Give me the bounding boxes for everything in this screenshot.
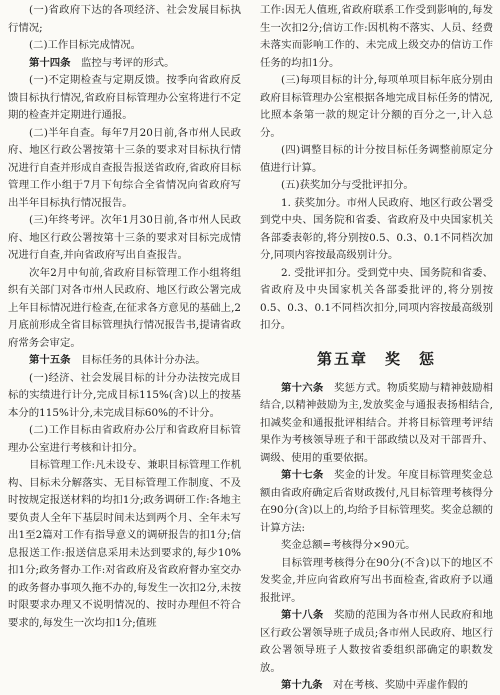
article-17 xyxy=(260,467,493,537)
paragraph: (三)每项目标的计分,每项单项目标年底分别由政府目标管理办公室根据各地完成目标任务的情况,比照本条第一款的规定计分额的百分之一,计入总分。 xyxy=(260,74,493,139)
paragraph: (三)年终考评。次年1月30日前,各市州人民政府、地区行政公署按第十三条的要求对目标完成情况进行自查,并向省政府写出自查报告。 xyxy=(8,214,241,261)
article-text: 监控与考评的形式。 xyxy=(70,56,175,69)
paragraph: 1. 获奖加分。市州人民政府、地区行政公署受到党中央、国务院和省委、省政府及中央国家机关各部委表彰的,将分别按0.5、0.3、0.1不同档次加分,同项内容按最高级别计分。 xyxy=(260,196,493,261)
article-18 xyxy=(260,607,493,677)
article-19 xyxy=(260,677,493,695)
paragraph: (一)不定期检查与定期反馈。按季向省政府反馈目标执行情况,省政府目标管理办公室将进行不定期的检查并定期进行通报。 xyxy=(8,74,241,121)
article-text: 奖金的计发。年度目标管理奖金总额由省政府确定后省财政拨付,凡目标管理考核得分在90分(含)以上的,均给予目标管理奖。奖金总额的计算方法: xyxy=(260,469,494,534)
article-text: 目标任务的具体计分办法。 xyxy=(70,354,206,366)
article-text: 奖惩方式。物质奖励与精神鼓励相结合,以精神鼓励为主,发放奖金与通报表扬相结合,扣减奖金和通报批评相结合。并将目标管理考评结果作为考核领导班子和干部政绩以及对干部晋升、调级、使用的重要依据。 xyxy=(260,381,494,464)
paragraph: (四)调整目标的计分按目标任务调整前原定分值进行计算。 xyxy=(260,144,493,174)
article-number: 第十八条 xyxy=(281,609,324,621)
article-14 xyxy=(8,55,241,73)
article-text: 对在考核、奖励中弄虚作假的 xyxy=(322,679,469,691)
right-column xyxy=(260,2,493,695)
article-number: 第十九条 xyxy=(281,679,323,691)
paragraph-continued: 工作:因无人值班,省政府联系工作受到影响的,每发生一次扣2分;信访工作:因机构不落实、人员、经费未落实而影响工作的、未完成上级交办的信访工作任务的均扣1分。 xyxy=(260,4,493,69)
paragraph: (二)半年自查。每年7月20日前,各市州人民政府、地区行政公署按第十三条的要求对目标执行情况进行自查并形成自查报告报送省政府,省政府目标管理工作小组于7月下旬综合全省情况向省政府写出半年目标执行情况报告。 xyxy=(8,126,241,209)
paragraph: (一)经济、社会发展目标的计分办法按完成目标的实绩进行计分,完成目标115%(含)以上的按基本分的115%计分,未完成目标60%的不计分。 xyxy=(8,371,241,419)
article-number: 第十六条 xyxy=(281,381,324,394)
article-number: 第十四条 xyxy=(29,56,71,69)
paragraph: 目标管理考核得分在90分(不含)以下的地区不发奖金,并应向省政府写出书面检查,省政府予以通报批评。 xyxy=(260,556,493,604)
article-number: 第十七条 xyxy=(281,469,324,481)
paragraph: (二)工作目标完成情况。 xyxy=(29,39,142,51)
paragraph: (一)省政府下达的各项经济、社会发展目标执行情况; xyxy=(8,4,241,34)
left-column xyxy=(8,2,241,632)
paragraph: (二)工作目标由省政府办公厅和省政府目标管理办公室进行考核和计扣分。 xyxy=(8,424,241,454)
paragraph: 奖金总额=考核得分×90元。 xyxy=(281,539,416,551)
paragraph: 目标管理工作:凡未设专、兼职目标管理工作机构、目标未分解落实、无目标管理工作制度、不及时按规定报送材料的均扣1分;政务调研工作:各地主要负责人全年下基层时间未达到两个月、全年未写出1至2篇对工作有指导意义的调研报告的扣1分;信息报送工作:报送信息采用未达到要求的,每少10%扣1分;政务督办工作:对省政府及省政府督办室交办的政务督办事项久拖不办的,每发生一次扣2分,未按时限要求办理又不说明情况的、按时办理但不符合要求的,每发生一次均扣1分;值班 xyxy=(8,459,241,629)
paragraph: 次年2月中旬前,省政府目标管理工作小组将组织有关部门对各市州人民政府、地区行政公署完成上年目标情况进行检查,在征求各方意见的基础上,2月底前形成全省目标管理执行情况报告书,提请省政府常务会审定。 xyxy=(8,266,241,349)
article-16 xyxy=(260,380,493,468)
article-number: 第十五条 xyxy=(29,354,71,366)
paragraph: (五)获奖加分与受批评扣分。 xyxy=(281,179,414,191)
chapter-heading: 第五章 奖 惩 xyxy=(316,349,436,368)
article-15 xyxy=(8,352,241,370)
paragraph: 2. 受批评扣分。受到党中央、国务院和省委、省政府及中央国家机关各部委批评的,将分别按0.5、0.3、0.1不同档次扣分,同项内容按最高级别扣分。 xyxy=(260,266,493,331)
article-text: 奖励的范围为各市州人民政府和地区行政公署领导班子成员;各市州人民政府、地区行政公署领导班子人数按省委组织部确定的职数发放。 xyxy=(260,609,494,674)
